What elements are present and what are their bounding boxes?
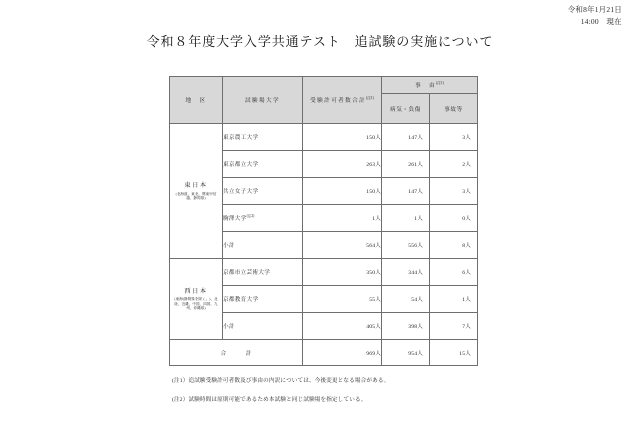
- subtotal-accident: 7人: [430, 313, 478, 340]
- column-header-region: 地 区: [170, 77, 223, 124]
- grand-total-count: 969人: [303, 340, 382, 366]
- subtotal-accident: 8人: [430, 232, 478, 259]
- exam-table: [169, 76, 478, 366]
- subtotal-label: 小計: [223, 313, 303, 340]
- subtotal-total: 564人: [303, 232, 382, 259]
- page-title: 令和８年度大学入学共通テスト 追試験の実施について: [146, 34, 494, 49]
- grand-total-illness: 954人: [382, 340, 430, 366]
- total-count: 1人: [303, 205, 382, 232]
- region-prefectures-west: (東海(静岡県を除く。)、北陸、近畿、中国、四国、九州、沖縄県): [174, 297, 218, 311]
- university-name-note: (注2): [246, 214, 255, 219]
- header-date: 令和8年1月21日: [567, 5, 622, 14]
- table-body: [170, 124, 478, 366]
- total-count: 55人: [303, 286, 382, 313]
- region-name-west: 西日本: [184, 287, 208, 295]
- footnotes: [172, 379, 389, 416]
- illness-count: 147人: [382, 124, 430, 151]
- region-prefectures-east: (北海道、東北、関東甲信越、静岡県): [175, 191, 217, 200]
- subtotal-illness: 556人: [382, 232, 430, 259]
- illness-count: 147人: [382, 178, 430, 205]
- total-count: 150人: [303, 124, 382, 151]
- university-name: 共立女子大学: [223, 178, 303, 205]
- footnote-1: (注1）追試験受験許可者数及び事由の内訳については、今後変更となる場合がある。: [172, 378, 390, 384]
- illness-count: 344人: [382, 259, 430, 286]
- table-header: [170, 77, 478, 124]
- exam-table-container: [169, 76, 477, 366]
- university-name-label: 駒澤大学: [223, 216, 247, 222]
- accident-count: 3人: [430, 124, 478, 151]
- table-row-grand-total: [170, 340, 478, 366]
- region-name-east: 東日本: [184, 181, 208, 189]
- footnote-2: (注2）試験時間は原則可能であるため本試験と同じ試験場を指定している。: [172, 396, 367, 403]
- column-header-total: [303, 77, 382, 124]
- university-name: 京都教育大学: [223, 286, 303, 313]
- accident-count: 1人: [430, 286, 478, 313]
- document-date-header: [568, 4, 622, 27]
- grand-total-label: 合 計: [170, 340, 303, 366]
- total-count: 150人: [303, 178, 382, 205]
- column-header-reason-group: [382, 77, 478, 94]
- column-header-total-note: (注1): [366, 96, 374, 101]
- accident-count: 0人: [430, 205, 478, 232]
- illness-count: 261人: [382, 151, 430, 178]
- column-header-total-label: 受験許可者数合計: [310, 98, 367, 104]
- column-header-accident: 事故等: [430, 94, 478, 124]
- subtotal-total: 405人: [303, 313, 382, 340]
- total-count: 263人: [303, 151, 382, 178]
- university-name: 東京農工大学: [223, 124, 303, 151]
- illness-count: 1人: [382, 205, 430, 232]
- column-header-university: 試験場大学: [223, 77, 303, 124]
- column-header-reason-label: 事 由: [415, 83, 437, 89]
- grand-total-accident: 15人: [430, 340, 478, 366]
- table-row: [170, 259, 478, 286]
- table-row: [170, 124, 478, 151]
- accident-count: 6人: [430, 259, 478, 286]
- subtotal-label: 小計: [223, 232, 303, 259]
- region-cell-west: [170, 259, 223, 340]
- total-count: 350人: [303, 259, 382, 286]
- illness-count: 54人: [382, 286, 430, 313]
- subtotal-illness: 398人: [382, 313, 430, 340]
- column-header-illness: 病気・負傷: [382, 94, 430, 124]
- header-time: 14:00 現在: [580, 16, 622, 26]
- region-cell-east: [170, 124, 223, 259]
- university-name: [223, 205, 303, 232]
- university-name: 京都市立芸術大学: [223, 259, 303, 286]
- accident-count: 3人: [430, 178, 478, 205]
- accident-count: 2人: [430, 151, 478, 178]
- column-header-reason-note: (注1): [436, 81, 444, 86]
- university-name: 東京都立大学: [223, 151, 303, 178]
